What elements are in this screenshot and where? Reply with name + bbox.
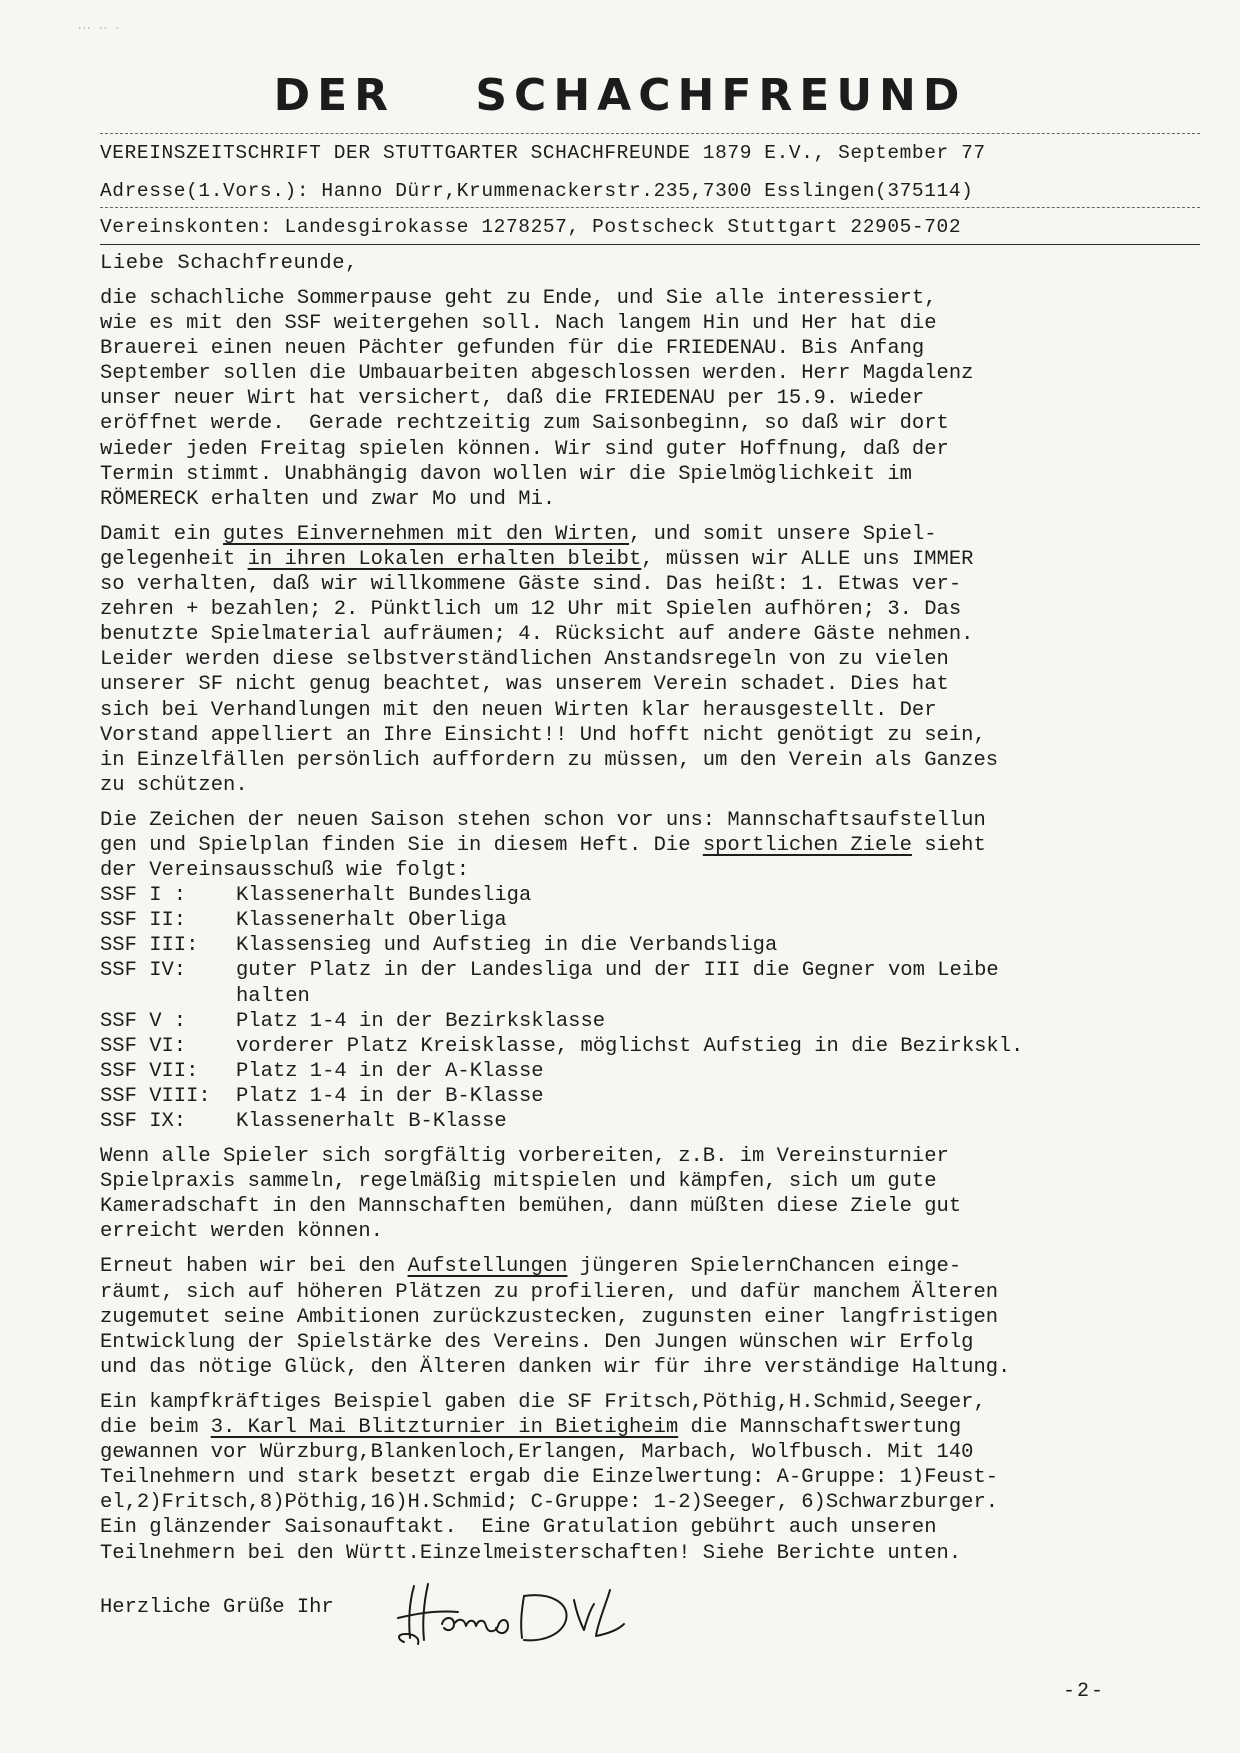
underlined-phrase: 3. Karl Mai Blitzturnier in Bietigheim: [210, 1416, 679, 1440]
list-item: SSF IV: guter Platz in der Landesliga und der III die Gegner vom Leibe: [100, 959, 999, 983]
text-line: die schachliche Sommerpause geht zu Ende, und Sie alle interessiert,: [100, 287, 937, 310]
paragraph-club-venue: [100, 286, 1220, 512]
header-address-line: Adresse(1.Vors.): Hanno Dürr,Krummenackerstr.235,7300 Esslingen(375114): [100, 180, 974, 202]
text-line: und das nötige Glück, den Älteren danken wir für ihre verständige Haltung.: [100, 1355, 1011, 1379]
text-line: Erneut haben wir bei den Aufstellungen jüngeren SpielernChancen einge-: [100, 1255, 962, 1279]
paragraph-lineups: [100, 1254, 1220, 1379]
masthead-divider: [100, 133, 1200, 134]
text-line: Vorstand appelliert an Ihre Einsicht!! Und hofft nicht genötigt zu sein,: [100, 723, 986, 747]
closing-line: Herzliche Grüße Ihr: [100, 1596, 334, 1619]
text-line: benutzte Spielmaterial aufräumen; 4. Rücksicht auf andere Gäste nehmen.: [100, 623, 974, 647]
team-goals-list: [100, 883, 1220, 1134]
paragraph-season-goals: [100, 808, 1220, 1134]
text-line: Die Zeichen der neuen Saison stehen schon vor uns: Mannschaftsaufstellun: [100, 808, 986, 832]
text-line: wieder jeden Freitag spielen können. Wir sind guter Hoffnung, daß der: [100, 437, 949, 461]
text-line: die beim 3. Karl Mai Blitzturnier in Bietigheim die Mannschaftswertung: [100, 1416, 962, 1440]
header-divider: [100, 207, 1200, 208]
list-item: SSF IX: Klassenerhalt B-Klasse: [100, 1110, 507, 1133]
text-line: der Vereinsausschuß wie folgt:: [100, 859, 470, 883]
text-line: Entwicklung der Spielstärke des Vereins. Den Jungen wünschen wir Erfolg: [100, 1330, 974, 1354]
list-item: SSF III: Klassensieg und Aufstieg in die Verbandsliga: [100, 934, 778, 958]
text-line: unser neuer Wirt hat versichert, daß die FRIEDENAU per 15.9. wieder: [100, 387, 925, 411]
list-item: SSF I : Klassenerhalt Bundesliga: [100, 884, 532, 908]
text-line: zugemutet seine Ambitionen zurückzustecken, zugunsten einer langfristigen: [100, 1305, 999, 1329]
text-line: el,2)Fritsch,8)Pöthig,16)H.Schmid; C-Gruppe: 1-2)Seeger, 6)Schwarzburger.: [100, 1491, 999, 1515]
text-line: eröffnet werde. Gerade rechtzeitig zum Saisonbeginn, so daß wir dort: [100, 412, 949, 436]
text-line: sich bei Verhandlungen mit den neuen Wirten klar herausgestellt. Der: [100, 698, 937, 722]
text-line: zehren + bezahlen; 2. Pünktlich um 12 Uhr mit Spielen aufhören; 3. Das: [100, 598, 962, 622]
list-item: SSF II: Klassenerhalt Oberliga: [100, 909, 507, 933]
list-item: SSF VII: Platz 1-4 in der A-Klasse: [100, 1059, 544, 1083]
scan-marker: ‧‧‧ ‧‧ ‧: [78, 24, 121, 36]
text-line: in Einzelfällen persönlich auffordern zu müssen, um den Verein als Ganzes: [100, 748, 999, 772]
text-line: Leider werden diese selbstverständlichen Anstandsregeln von zu vielen: [100, 648, 949, 672]
underlined-phrase: sportlichen Ziele: [702, 833, 912, 857]
text-line: erreicht werden können.: [100, 1220, 383, 1244]
text-line: so verhalten, daß wir willkommene Gäste sind. Das heißt: 1. Etwas ver-: [100, 573, 962, 597]
list-item: SSF VIII: Platz 1-4 in der B-Klasse: [100, 1084, 544, 1108]
greeting: Liebe Schachfreunde,: [100, 252, 359, 275]
header-accounts-line: Vereinskonten: Landesgirokasse 1278257, Postscheck Stuttgart 22905-702: [100, 216, 962, 238]
text-line: unserer SF nicht genug beachtet, was unserem Verein schadet. Dies hat: [100, 673, 949, 697]
signature-image: [384, 1580, 684, 1650]
underlined-phrase: gutes Einvernehmen mit den Wirten: [223, 522, 629, 546]
paragraph-blitz-tournament: [100, 1390, 1220, 1566]
text-line: September sollen die Umbauarbeiten abgeschlossen werden. Herr Magdalenz: [100, 362, 974, 386]
text-line: RÖMERECK erhalten und zwar Mo und Mi.: [100, 487, 556, 511]
page-number: -2-: [1063, 1680, 1106, 1703]
text-line: Ein glänzender Saisonauftakt. Eine Gratulation gebührt auch unseren: [100, 1516, 937, 1540]
list-item: SSF V : Platz 1-4 in der Bezirksklasse: [100, 1009, 606, 1033]
text-line: räumt, sich auf höheren Plätzen zu profilieren, und dafür manchem Älteren: [100, 1280, 999, 1304]
text-line: Damit ein gutes Einvernehmen mit den Wirten, und somit unsere Spiel-: [100, 522, 937, 546]
letter-body: [100, 286, 1220, 1566]
text-line: Termin stimmt. Unabhängig davon wollen wir die Spielmöglichkeit im: [100, 462, 912, 486]
masthead-title: DER SCHACHFREUND: [273, 70, 967, 121]
text-line: Kameradschaft in den Mannschaften bemühen, dann müßten diese Ziele gut: [100, 1195, 962, 1219]
text-line: gewannen vor Würzburg,Blankenloch,Erlangen, Marbach, Wolfbusch. Mit 140: [100, 1441, 974, 1465]
list-item: halten: [236, 984, 310, 1008]
paragraph-conduct-rules: [100, 522, 1220, 798]
text-line: gen und Spielplan finden Sie in diesem Heft. Die sportlichen Ziele sieht: [100, 833, 986, 857]
text-line: Teilnehmern und stark besetzt ergab die Einzelwertung: A-Gruppe: 1)Feust-: [100, 1466, 999, 1490]
text-line: zu schützen.: [100, 773, 248, 797]
text-line: wie es mit den SSF weitergehen soll. Nach langem Hin und Her hat die: [100, 312, 937, 336]
text-line: Teilnehmern bei den Württ.Einzelmeisterschaften! Siehe Berichte unten.: [100, 1541, 962, 1565]
header-bottom-rule: [100, 244, 1200, 245]
list-item: SSF VI: vorderer Platz Kreisklasse, möglichst Aufstieg in die Bezirkskl.: [100, 1034, 1024, 1058]
text-line: Spielpraxis sammeln, regelmäßig mitspielen und kämpfen, sich um gute: [100, 1170, 937, 1194]
underlined-phrase: in ihren Lokalen erhalten bleibt: [247, 547, 642, 571]
header-publication-line: VEREINSZEITSCHRIFT DER STUTTGARTER SCHACHFREUNDE 1879 E.V., September 77: [100, 142, 986, 164]
text-line: Ein kampfkräftiges Beispiel gaben die SF Fritsch,Pöthig,H.Schmid,Seeger,: [100, 1390, 986, 1414]
underlined-phrase: Aufstellungen: [407, 1255, 568, 1279]
text-line: Wenn alle Spieler sich sorgfältig vorbereiten, z.B. im Vereinsturnier: [100, 1145, 949, 1169]
paragraph-preparation: [100, 1144, 1220, 1244]
text-line: gelegenheit in ihren Lokalen erhalten bleibt, müssen wir ALLE uns IMMER: [100, 547, 974, 571]
text-line: Brauerei einen neuen Pächter gefunden für die FRIEDENAU. Bis Anfang: [100, 337, 925, 361]
